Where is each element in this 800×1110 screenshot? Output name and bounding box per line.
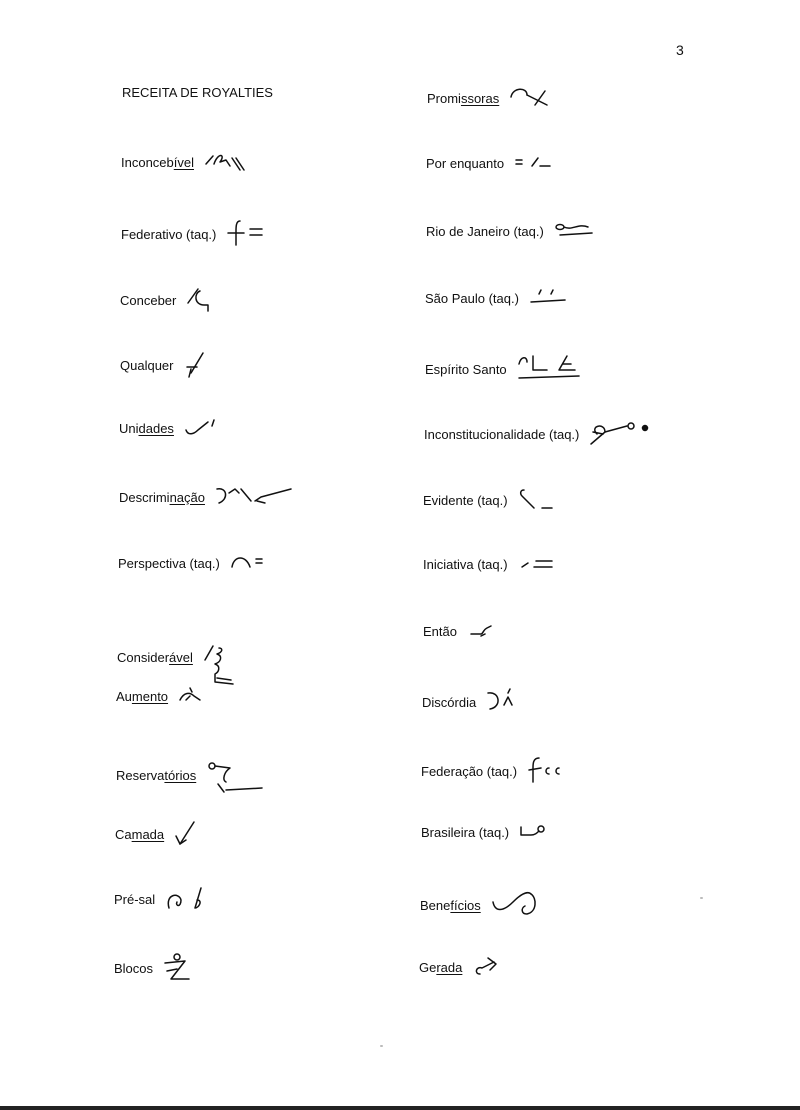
entry-saopaulo — [425, 288, 571, 308]
discordia-shorthand-icon — [486, 689, 520, 715]
beneficios-shorthand-icon — [491, 890, 545, 920]
espiritosanto-shorthand-icon — [517, 354, 587, 384]
entry-unidades — [119, 418, 224, 438]
saopaulo-shorthand-icon — [529, 288, 571, 308]
entry-conceber — [120, 285, 216, 315]
entry-label: Descriminação — [119, 489, 205, 505]
consideravel-shorthand-icon — [203, 620, 243, 694]
entry-label: Conceber — [120, 292, 177, 308]
entry-iniciativa — [423, 555, 558, 573]
entry-label: Pré-sal — [114, 891, 156, 907]
inconstitucionalidade-shorthand-icon — [589, 422, 653, 446]
entry-camada — [115, 820, 200, 848]
promissoras-shorthand-icon — [509, 87, 553, 109]
entry-presal — [114, 886, 213, 912]
reservatorios-shorthand-icon — [206, 752, 268, 798]
entry-label: Gerada — [419, 959, 463, 975]
federacao-shorthand-icon — [527, 756, 571, 786]
scan-speck — [700, 897, 703, 899]
qualquer-shorthand-icon — [183, 351, 209, 379]
entry-label: Por enquanto — [426, 155, 505, 171]
riodejaneiro-shorthand-icon — [554, 221, 596, 241]
entry-label: Blocos — [114, 960, 154, 976]
porenquanto-shorthand-icon — [514, 154, 556, 172]
gerada-shorthand-icon — [472, 956, 502, 978]
perspectiva-shorthand-icon — [230, 553, 270, 573]
entry-espiritosanto — [425, 354, 587, 384]
entry-receita — [122, 85, 273, 100]
entry-label: Reservatórios — [116, 767, 197, 783]
conceber-shorthand-icon — [186, 285, 216, 315]
entry-gerada — [419, 956, 502, 978]
aumento-shorthand-icon — [178, 686, 204, 706]
entry-evidente — [423, 488, 558, 512]
entry-blocos — [114, 953, 193, 983]
camada-shorthand-icon — [174, 820, 200, 848]
entry-entao — [423, 622, 497, 640]
iniciativa-shorthand-icon — [518, 555, 558, 573]
entry-label: Evidente (taq.) — [423, 492, 508, 508]
brasileira-shorthand-icon — [519, 823, 551, 841]
entry-label: Rio de Janeiro (taq.) — [426, 223, 544, 239]
entry-label: Espírito Santo — [425, 361, 507, 377]
entry-aumento — [116, 686, 204, 706]
entry-label: Perspectiva (taq.) — [118, 555, 220, 571]
entry-label: Federação (taq.) — [421, 763, 518, 779]
entry-reservatorios — [116, 752, 268, 798]
page-number: 3 — [676, 42, 684, 58]
entry-discordia — [422, 689, 520, 715]
entry-label: Iniciativa (taq.) — [423, 556, 508, 572]
federativo-shorthand-icon — [226, 219, 266, 249]
entry-label: Camada — [115, 826, 165, 842]
entry-label: Inconcebível — [121, 154, 194, 170]
unidades-shorthand-icon — [184, 418, 224, 438]
entry-perspectiva — [118, 553, 270, 573]
entry-label: Qualquer — [120, 357, 174, 373]
entry-label: Inconstitucionalidade (taq.) — [424, 426, 580, 442]
entry-beneficios — [420, 890, 545, 920]
entry-inconcebivel — [121, 150, 250, 174]
entry-riodejaneiro — [426, 221, 596, 241]
entry-label: Federativo (taq.) — [121, 226, 217, 242]
entry-label: Brasileira (taq.) — [421, 824, 510, 840]
entry-label: Então — [423, 623, 457, 639]
entry-inconstitucionalidade — [424, 422, 653, 446]
evidente-shorthand-icon — [518, 488, 558, 512]
entry-label: Unidades — [119, 420, 174, 436]
scan-edge — [0, 1106, 800, 1110]
entry-qualquer — [120, 351, 209, 379]
entry-promissoras — [427, 87, 553, 109]
entry-label: Considerável — [117, 649, 193, 665]
descriminacao-shorthand-icon — [215, 485, 299, 509]
entry-descriminacao — [119, 485, 299, 509]
entry-label: Discórdia — [422, 694, 477, 710]
entry-label: RECEITA DE ROYALTIES — [122, 85, 273, 100]
inconcebivel-shorthand-icon — [204, 150, 250, 174]
entry-federativo — [121, 219, 266, 249]
entry-federacao — [421, 756, 571, 786]
entry-label: Promissoras — [427, 90, 500, 106]
entao-shorthand-icon — [467, 622, 497, 640]
entry-label: Benefícios — [420, 897, 481, 913]
entry-porenquanto — [426, 154, 556, 172]
entry-brasileira — [421, 823, 551, 841]
entry-label: Aumento — [116, 688, 169, 704]
entry-label: São Paulo (taq.) — [425, 290, 519, 306]
presal-shorthand-icon — [165, 886, 213, 912]
scan-speck — [380, 1045, 383, 1047]
blocos-shorthand-icon — [163, 953, 193, 983]
entry-consideravel — [117, 620, 243, 694]
